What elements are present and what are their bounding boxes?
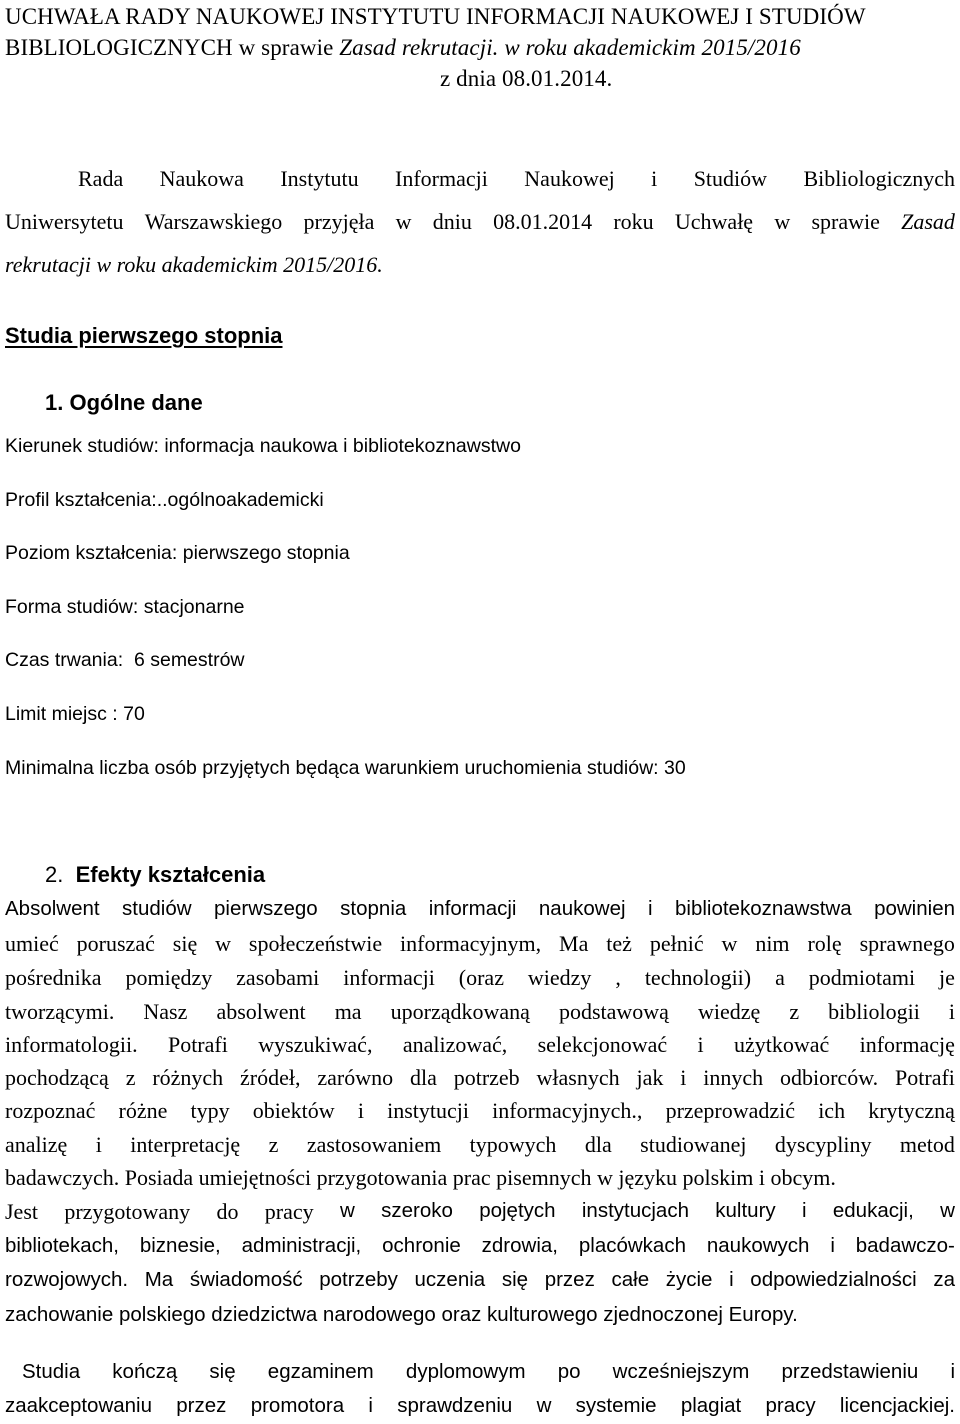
word: Instytutu bbox=[280, 166, 359, 191]
word: życie bbox=[665, 1268, 713, 1291]
word: się bbox=[501, 1268, 529, 1291]
word: bibliotekach, bbox=[5, 1234, 119, 1257]
word: Uchwałę bbox=[674, 209, 754, 234]
word: w bbox=[940, 1199, 955, 1222]
effects-line-words bbox=[5, 1032, 955, 1058]
intro-line1 bbox=[78, 166, 955, 192]
word: i bbox=[680, 1065, 687, 1090]
word: zarówno bbox=[317, 1065, 394, 1090]
word: do bbox=[216, 1199, 239, 1224]
word: w bbox=[395, 209, 412, 234]
word: absolwent bbox=[216, 999, 306, 1024]
intro-line2 bbox=[5, 209, 955, 235]
word: analizować, bbox=[402, 1032, 508, 1057]
word: licencjackiej. bbox=[839, 1394, 955, 1417]
word: krytyczną bbox=[868, 1098, 955, 1123]
word: instytucji bbox=[387, 1098, 469, 1123]
effects-line-words bbox=[5, 1132, 955, 1158]
word: i bbox=[357, 1098, 364, 1123]
word: analizę bbox=[5, 1132, 68, 1157]
word: ich bbox=[818, 1098, 846, 1123]
word: obiektów bbox=[252, 1098, 335, 1123]
word: pierwszego bbox=[214, 897, 318, 920]
word: w bbox=[536, 1394, 552, 1417]
word: Naukowej bbox=[524, 166, 615, 191]
effects-line bbox=[5, 999, 955, 1025]
word: , bbox=[615, 965, 621, 990]
word: Warszawskiego bbox=[144, 209, 283, 234]
resolution-title-line2 bbox=[5, 35, 801, 61]
word: w bbox=[774, 209, 791, 234]
word: typowych bbox=[469, 1132, 557, 1157]
word: za bbox=[933, 1268, 955, 1291]
word: świadomość bbox=[189, 1268, 303, 1291]
word: informacji bbox=[428, 897, 517, 920]
word: dniu bbox=[432, 209, 472, 234]
word: je bbox=[939, 965, 955, 990]
word: innych bbox=[703, 1065, 764, 1090]
general-item: Poziom kształcenia: pierwszego stopnia bbox=[5, 542, 350, 564]
word: typy bbox=[190, 1098, 230, 1123]
word: edukacji, bbox=[832, 1199, 914, 1222]
word: badawczo- bbox=[855, 1234, 955, 1257]
word: pochodzącą bbox=[5, 1065, 109, 1090]
word: Studiów bbox=[693, 166, 768, 191]
word: zastosowaniem bbox=[306, 1132, 442, 1157]
word: z bbox=[268, 1132, 279, 1157]
word: w bbox=[721, 931, 738, 956]
word: Naukowa bbox=[159, 166, 244, 191]
word: z bbox=[125, 1065, 136, 1090]
effects-line bbox=[5, 1234, 955, 1258]
word: (oraz bbox=[458, 965, 504, 990]
word: pracy bbox=[264, 1199, 314, 1224]
word: kończą bbox=[112, 1360, 178, 1383]
word: zdrowia, bbox=[481, 1234, 558, 1257]
word: i bbox=[95, 1132, 102, 1157]
word: Nasz bbox=[143, 999, 188, 1024]
word: informacyjnym, bbox=[400, 931, 542, 956]
effects-line-words bbox=[5, 1234, 955, 1258]
word: administracji, bbox=[241, 1234, 362, 1257]
word: użytkować bbox=[733, 1032, 830, 1057]
word: Jest bbox=[5, 1199, 38, 1224]
word: Potrafi bbox=[167, 1032, 228, 1057]
word: pełnić bbox=[649, 931, 704, 956]
general-heading bbox=[45, 390, 203, 416]
word: się bbox=[209, 1360, 236, 1383]
effects-line bbox=[5, 1032, 955, 1058]
effects-heading bbox=[45, 862, 265, 888]
general-heading-number: 1. bbox=[45, 390, 64, 415]
word: 08.01.2014 bbox=[493, 209, 593, 234]
word: dyscypliny bbox=[774, 1132, 872, 1157]
word: i bbox=[368, 1394, 373, 1417]
word: przeprowadzić bbox=[665, 1098, 796, 1123]
word: potrzeby bbox=[319, 1268, 398, 1291]
word: naukowej bbox=[538, 897, 626, 920]
effects-line-words bbox=[5, 1268, 955, 1292]
word: uczenia bbox=[414, 1268, 486, 1291]
word: placówkach bbox=[578, 1234, 686, 1257]
word: i bbox=[801, 1199, 807, 1222]
resolution-title-line1: UCHWAŁA RADY NAUKOWEJ INSTYTUTU INFORMACJI NAUKOWEJ I STUDIÓW bbox=[5, 4, 866, 29]
word: umieć bbox=[5, 931, 59, 956]
word: zaakceptowaniu bbox=[5, 1394, 153, 1417]
effects-line bbox=[5, 1268, 955, 1292]
word: rolę bbox=[807, 931, 842, 956]
effects-heading-number: 2. bbox=[45, 862, 64, 887]
effects-line bbox=[5, 897, 955, 921]
word: studiowanej bbox=[640, 1132, 747, 1157]
word: sprawie bbox=[811, 209, 880, 234]
resolution-date: z dnia 08.01.2014. bbox=[440, 66, 613, 91]
general-item: Minimalna liczba osób przyjętych będąca warunkiem uruchomienia studiów: 30 bbox=[5, 757, 686, 779]
general-item: Czas trwania: 6 semestrów bbox=[5, 649, 245, 671]
word: po bbox=[557, 1360, 581, 1383]
word: plagiat bbox=[680, 1394, 742, 1417]
effects-line-words bbox=[5, 965, 955, 991]
word: Potrafi bbox=[895, 1065, 955, 1090]
word: instytucjach bbox=[581, 1199, 689, 1222]
section-title: Studia pierwszego stopnia bbox=[5, 323, 283, 348]
word: bibliologii bbox=[828, 999, 920, 1024]
word: też bbox=[606, 931, 632, 956]
word: potrzeb bbox=[453, 1065, 520, 1090]
word: technologii) bbox=[644, 965, 752, 990]
word: wiedzę bbox=[697, 999, 761, 1024]
general-item: Limit miejsc : 70 bbox=[5, 703, 145, 725]
word: metod bbox=[899, 1132, 955, 1157]
effects-line-words bbox=[5, 1065, 955, 1091]
closing-line1-words bbox=[22, 1360, 955, 1384]
word: Informacji bbox=[395, 166, 488, 191]
effects-line-words bbox=[5, 1199, 955, 1225]
word: z bbox=[789, 999, 800, 1024]
word: różnych bbox=[152, 1065, 224, 1090]
word: bibliotekoznawstwa bbox=[675, 897, 852, 920]
word: Uniwersytetu bbox=[5, 209, 124, 234]
word: informacyjnych., bbox=[492, 1098, 643, 1123]
word: i bbox=[830, 1234, 835, 1257]
word: ochronie bbox=[382, 1234, 461, 1257]
word: w bbox=[215, 931, 232, 956]
word: rozpoznać bbox=[5, 1098, 96, 1123]
word: i bbox=[697, 1032, 704, 1057]
word: i bbox=[948, 999, 955, 1024]
word: stopnia bbox=[340, 897, 407, 920]
word: interpretację bbox=[130, 1132, 241, 1157]
intro-line1-words bbox=[78, 166, 955, 192]
word: całe bbox=[611, 1268, 650, 1291]
word: szeroko bbox=[381, 1199, 453, 1222]
word: Absolwent bbox=[5, 897, 100, 920]
effects-line-words bbox=[5, 931, 955, 957]
word: sprawdzeniu bbox=[397, 1394, 513, 1417]
word: dyplomowym bbox=[405, 1360, 526, 1383]
word: odpowiedzialności bbox=[750, 1268, 917, 1291]
general-item: Forma studiów: stacjonarne bbox=[5, 596, 245, 618]
word: Bibliologicznych bbox=[803, 166, 955, 191]
word: przyjęła bbox=[303, 209, 375, 234]
word: dla bbox=[584, 1132, 612, 1157]
word: jak bbox=[636, 1065, 664, 1090]
effects-line bbox=[5, 1065, 955, 1091]
word: w bbox=[339, 1199, 355, 1222]
word: sprawnego bbox=[859, 931, 955, 956]
word: powinien bbox=[874, 897, 955, 920]
word: roku bbox=[613, 209, 654, 234]
word: nim bbox=[755, 931, 790, 956]
word: promotora bbox=[250, 1394, 345, 1417]
general-heading-text: Ogólne dane bbox=[69, 390, 203, 415]
effects-line-words bbox=[5, 999, 955, 1025]
effects-line bbox=[5, 1199, 955, 1225]
word: systemie bbox=[575, 1394, 657, 1417]
word: biznesie, bbox=[139, 1234, 221, 1257]
word: a bbox=[775, 965, 785, 990]
intro-line3 bbox=[5, 252, 383, 278]
general-item: Profil kształcenia:..ogólnoakademicki bbox=[5, 489, 324, 511]
word: kultury bbox=[715, 1199, 776, 1222]
effects-line-words bbox=[5, 897, 955, 921]
intro-line2-words bbox=[5, 209, 955, 235]
word: źródeł, bbox=[240, 1065, 301, 1090]
word: i bbox=[729, 1268, 734, 1291]
word: Ma bbox=[559, 931, 589, 956]
word: selekcjonować bbox=[537, 1032, 668, 1057]
word: przygotowany bbox=[64, 1199, 191, 1224]
effects-heading-text: Efekty kształcenia bbox=[75, 862, 266, 887]
effects-line: zachowanie polskiego dziedzictwa narodowego oraz kulturowego zjednoczonej Europy. bbox=[5, 1303, 798, 1326]
word: naukowych bbox=[706, 1234, 810, 1257]
word: i bbox=[647, 897, 653, 920]
word: informatologii. bbox=[5, 1032, 138, 1057]
word: Zasad bbox=[901, 209, 955, 234]
word: przedstawieniu bbox=[781, 1360, 919, 1383]
word: podstawową bbox=[558, 999, 669, 1024]
word: wyszukiwać, bbox=[258, 1032, 373, 1057]
word: Rada bbox=[78, 166, 124, 191]
word: podmiotami bbox=[808, 965, 916, 990]
word: się bbox=[172, 931, 198, 956]
effects-line-words bbox=[5, 1098, 955, 1124]
word: pojętych bbox=[479, 1199, 556, 1222]
word: egzaminem bbox=[267, 1360, 374, 1383]
word: ma bbox=[334, 999, 362, 1024]
word: zasobami bbox=[236, 965, 320, 990]
general-item: Kierunek studiów: informacja naukowa i bibliotekoznawstwo bbox=[5, 435, 521, 457]
word: tworzącymi. bbox=[5, 999, 115, 1024]
word: studiów bbox=[122, 897, 192, 920]
resolution-title-line2-italic: Zasad rekrutacji. w roku akademickim 2015/2016 bbox=[339, 35, 801, 60]
word: rozwojowych. bbox=[5, 1268, 129, 1291]
effects-line bbox=[5, 1098, 955, 1124]
effects-line: badawczych. Posiada umiejętności przygotowania prac pisemnych w języku polskim i obcym. bbox=[5, 1165, 836, 1190]
word: przez bbox=[544, 1268, 595, 1291]
word: wiedzy bbox=[527, 965, 592, 990]
word: informacji bbox=[343, 965, 435, 990]
resolution-title-line2-normal: BIBLIOLOGICZNYCH w sprawie bbox=[5, 35, 340, 60]
word: przez bbox=[176, 1394, 227, 1417]
word: pomiędzy bbox=[125, 965, 213, 990]
word: różne bbox=[118, 1098, 168, 1123]
word: własnych bbox=[536, 1065, 620, 1090]
effects-line bbox=[5, 1132, 955, 1158]
closing-line2-words bbox=[5, 1394, 955, 1418]
closing-line2 bbox=[5, 1394, 955, 1418]
effects-line bbox=[5, 965, 955, 991]
word: odbiorców. bbox=[779, 1065, 879, 1090]
intro-line3-italic: rekrutacji w roku akademickim 2015/2016. bbox=[5, 252, 383, 277]
word: wcześniejszym bbox=[612, 1360, 750, 1383]
word: Studia bbox=[22, 1360, 81, 1383]
effects-line bbox=[5, 931, 955, 957]
word: uporządkowaną bbox=[390, 999, 530, 1024]
word: Ma bbox=[144, 1268, 174, 1291]
word: poruszać bbox=[76, 931, 155, 956]
word: społeczeństwie bbox=[248, 931, 383, 956]
word: i bbox=[651, 166, 658, 191]
word: i bbox=[950, 1360, 955, 1383]
closing-line1 bbox=[22, 1360, 955, 1384]
word: informację bbox=[859, 1032, 955, 1057]
word: pośrednika bbox=[5, 965, 102, 990]
word: dla bbox=[409, 1065, 437, 1090]
word: pracy bbox=[765, 1394, 816, 1417]
